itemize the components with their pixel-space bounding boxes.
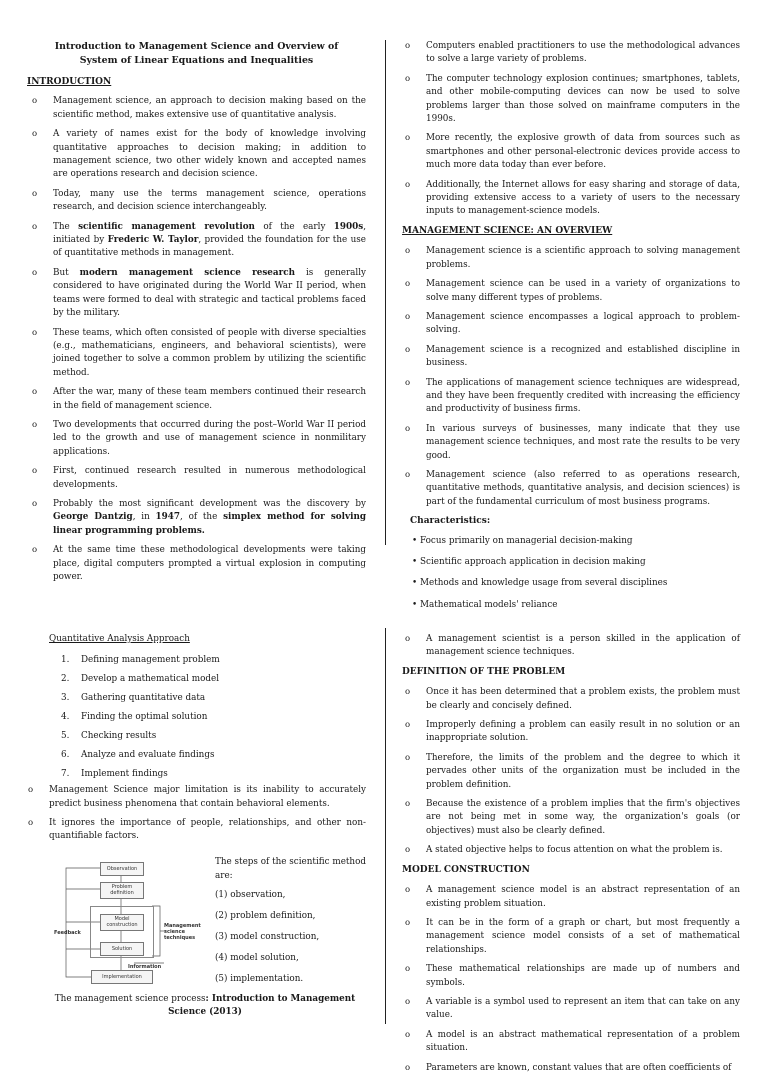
information-label: Information — [128, 964, 162, 970]
list-item: o Management science is a scientific approach to solving management problems. — [400, 245, 740, 272]
list-item: o Two developments that occurred during the post–World War II period led to the growth and use of management science in nonmilitary applications. — [27, 419, 366, 459]
list-item: o After the war, many of these team members continued their research in the field of management science. — [27, 386, 366, 413]
method-step: (3) model construction, — [215, 932, 320, 942]
page-1-divider — [385, 40, 386, 545]
solution-box: Solution — [100, 942, 144, 956]
list-item: o Therefore, the limits of the problem and the degree to which it pervades other units of the organization must be included in the problem definition. — [400, 752, 740, 792]
list-item: o A variable is a symbol used to represent an item that can take on any value. — [400, 996, 740, 1023]
method-step: (1) observation, — [215, 890, 286, 900]
page-1-right-column — [400, 40, 740, 620]
list-item: o Management science (also referred to as operations research, quantitative methods, quantitative analysis, and decision sciences) is part of the fundamental curriculum of most business programs. — [400, 469, 740, 509]
list-item: o A variety of names exist for the body of knowledge involving quantitative approaches to decision making; in addition to management science, two other widely known and accepted names are operations research and decision science. — [27, 128, 366, 182]
list-item: o It can be in the form of a graph or chart, but most frequently a management science model consists of a set of mathematical relationships. — [400, 917, 740, 957]
page-2-left-column — [27, 633, 366, 850]
list-item: o A management scientist is a person skilled in the application of management science techniques. — [400, 633, 740, 660]
list-item: o Management science can be used in a variety of organizations to solve many different types of problems. — [400, 278, 740, 305]
scientist-list — [400, 633, 740, 660]
list-item: o Computers enabled practitioners to use the methodological advances to solve a large variety of problems. — [400, 40, 740, 67]
list-item: o Today, many use the terms management science, operations research, and decision science interchangeably. — [27, 188, 366, 215]
management-science-process-diagram — [56, 856, 206, 986]
list-item: o Management science is a recognized and established discipline in business. — [400, 344, 740, 371]
introduction-heading: INTRODUCTION — [27, 77, 112, 87]
list-item: o It ignores the importance of people, relationships, and other non-quantifiable factors. — [23, 817, 366, 844]
steps-intro: The steps of the scientific method are: — [215, 857, 367, 881]
list-item: • Scientific approach application in decision making — [400, 556, 740, 569]
method-step: (2) problem definition, — [215, 911, 316, 921]
list-item: 6. Analyze and evaluate findings — [61, 749, 215, 760]
list-item: o Once it has been determined that a problem exists, the problem must be clearly and concisely defined. — [400, 686, 740, 713]
list-item: o Management Science major limitation is its inability to accurately predict business phenomena that contain behavioral elements. — [23, 784, 366, 811]
problem-definition-box: Problem definition — [100, 882, 144, 899]
computing-list — [400, 40, 740, 219]
method-step: (5) implementation. — [215, 974, 304, 984]
list-item: o At the same time these methodological developments were taking place, digital computers prompted a virtual explosion in computing power. — [27, 544, 366, 584]
list-item: o Management science encompasses a logical approach to problem-solving. — [400, 311, 740, 338]
list-item: • Mathematical models' reliance — [400, 599, 740, 612]
overview-heading: MANAGEMENT SCIENCE: AN OVERVIEW — [402, 225, 613, 236]
list-item: 4. Finding the optimal solution — [61, 712, 208, 723]
definition-heading: DEFINITION OF THE PROBLEM — [402, 666, 566, 677]
list-item: 2. Develop a mathematical model — [61, 674, 220, 685]
page-1-left-column — [27, 40, 366, 590]
list-item: 7. Implement findings — [61, 768, 168, 779]
list-item: o The applications of management science techniques are widespread, and they have been frequently credited with increasing the efficiency and productivity of business firms. — [400, 377, 740, 417]
list-item: o Management science, an approach to decision making based on the scientific method, makes extensive use of quantitative analysis. — [27, 95, 366, 122]
list-item: o More recently, the explosive growth of data from sources such as smartphones and other personal-electronic devices provide access to much more data today than ever before. — [400, 132, 740, 172]
list-item: 3. Gathering quantitative data — [61, 693, 206, 704]
observation-box: Observation — [100, 862, 144, 876]
list-item: o A stated objective helps to focus attention on what the problem is. — [400, 844, 740, 857]
list-item: o A model is an abstract mathematical representation of a problem situation. — [400, 1029, 740, 1056]
list-item: o First, continued research resulted in numerous methodological developments. — [27, 465, 366, 492]
list-item: • Methods and knowledge usage from several disciplines — [400, 577, 740, 590]
model-list — [400, 884, 740, 1075]
implementation-box: Implementation — [91, 970, 153, 984]
characteristics-list — [400, 535, 740, 613]
diagram-caption: The management science process: Introduction to Management Science (2013) — [54, 994, 356, 1018]
quantitative-steps-list — [53, 654, 366, 781]
model-construction-box: Model construction — [100, 914, 144, 931]
list-item: o Improperly defining a problem can easily result in no solution or an inappropriate solution. — [400, 719, 740, 746]
limitations-list — [23, 784, 366, 844]
list-item: o Because the existence of a problem implies that the firm's objectives are not being met in some way, the organization's goals (or objectives) must also be clearly defined. — [400, 798, 740, 838]
characteristics-label: Characteristics: — [410, 516, 491, 527]
scientific-method-steps — [215, 856, 375, 987]
page-2-right-column — [400, 633, 740, 1081]
document-title: Introduction to Management Science and Overview of System of Linear Equations and Inequalities — [54, 41, 339, 66]
list-item: o Parameters are known, constant values that are often coefficients of — [400, 1062, 740, 1075]
list-item: • Focus primarily on managerial decision-making — [400, 535, 740, 548]
techniques-label: Management science techniques — [164, 923, 201, 941]
overview-list — [400, 245, 740, 509]
page-2-divider — [385, 628, 386, 1024]
introduction-list — [27, 95, 366, 584]
list-item: o These teams, which often consisted of people with diverse specialties (e.g., mathematicians, engineers, and behavioral scientists), were joined together to solve a common problem by utilizing the scientific method. — [27, 327, 366, 381]
list-item: o The computer technology explosion continues; smartphones, tablets, and other mobile-computing devices can now be used to solve problems larger than those solved on mainframe computers in the 1990s. — [400, 73, 740, 127]
quantitative-approach-heading: Quantitative Analysis Approach — [49, 634, 190, 644]
list-item: o But modern management science research is generally considered to have originated during the World War II period, when teams were formed to deal with strategic and tactical problems faced by the military. — [27, 267, 366, 321]
list-item: o These mathematical relationships are made up of numbers and symbols. — [400, 963, 740, 990]
definition-list — [400, 686, 740, 857]
list-item: o The scientific management revolution of the early 1900s, initiated by Frederic W. Taylor, provided the foundation for the use of quantitative methods in management. — [27, 221, 366, 261]
list-item: o Probably the most significant development was the discovery by George Dantzig, in 1947, of the simplex method for solving linear programming problems. — [27, 498, 366, 538]
model-construction-heading: MODEL CONSTRUCTION — [402, 864, 530, 875]
list-item: 1. Defining management problem — [61, 655, 220, 666]
list-item: o In various surveys of businesses, many indicate that they use management science techniques, and most rate the results to be very good. — [400, 423, 740, 463]
list-item: o A management science model is an abstract representation of an existing problem situation. — [400, 884, 740, 911]
feedback-label: Feedback — [54, 930, 81, 936]
list-item: 5. Checking results — [61, 731, 157, 742]
list-item: o Additionally, the Internet allows for easy sharing and storage of data, providing extensive access to a variety of users to the necessary inputs to management-science models. — [400, 179, 740, 219]
method-step: (4) model solution, — [215, 953, 299, 963]
